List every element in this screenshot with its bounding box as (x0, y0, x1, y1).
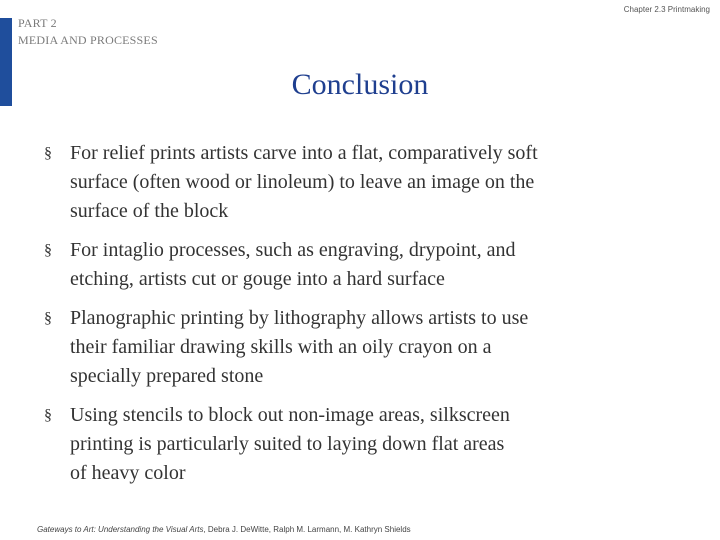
bullet-line: For intaglio processes, such as engraving, drypoint, and (70, 239, 516, 261)
part-label (18, 15, 158, 49)
bullet-line: of heavy color (70, 462, 186, 484)
bullet-line: For relief prints artists carve into a flat, comparatively soft (70, 142, 538, 164)
bullet-line: etching, artists cut or gouge into a hard surface (70, 268, 445, 290)
part-title: MEDIA AND PROCESSES (18, 33, 158, 47)
bullet-line: their familiar drawing skills with an oily crayon on a (70, 336, 492, 358)
bullet-line: printing is particularly suited to laying down flat areas (70, 433, 505, 455)
bullet-line: surface (often wood or linoleum) to leave an image on the (70, 171, 535, 193)
footer-credit (37, 525, 411, 534)
footer-book-title: Gateways to Art: Understanding the Visual Arts (37, 525, 204, 534)
bullet-line: surface of the block (70, 200, 229, 222)
bullet-item (44, 139, 684, 226)
bullet-list (44, 139, 684, 498)
chapter-label: Chapter 2.3 Printmaking (623, 5, 710, 14)
bullet-item (44, 401, 684, 488)
bullet-line: Planographic printing by lithography allows artists to use (70, 307, 529, 329)
bullet-item (44, 304, 684, 391)
bullet-marker-icon: § (44, 407, 52, 424)
bullet-marker-icon: § (44, 242, 52, 259)
bullet-item (44, 236, 684, 294)
bullet-marker-icon: § (44, 310, 52, 327)
bullet-line: Using stencils to block out non-image areas, silkscreen (70, 404, 510, 426)
bullet-marker-icon: § (44, 145, 52, 162)
footer-authors: , Debra J. DeWitte, Ralph M. Larmann, M. Kathryn Shields (203, 525, 411, 534)
page-title: Conclusion (291, 68, 429, 101)
part-number: PART 2 (18, 16, 57, 30)
bullet-line: specially prepared stone (70, 365, 264, 387)
